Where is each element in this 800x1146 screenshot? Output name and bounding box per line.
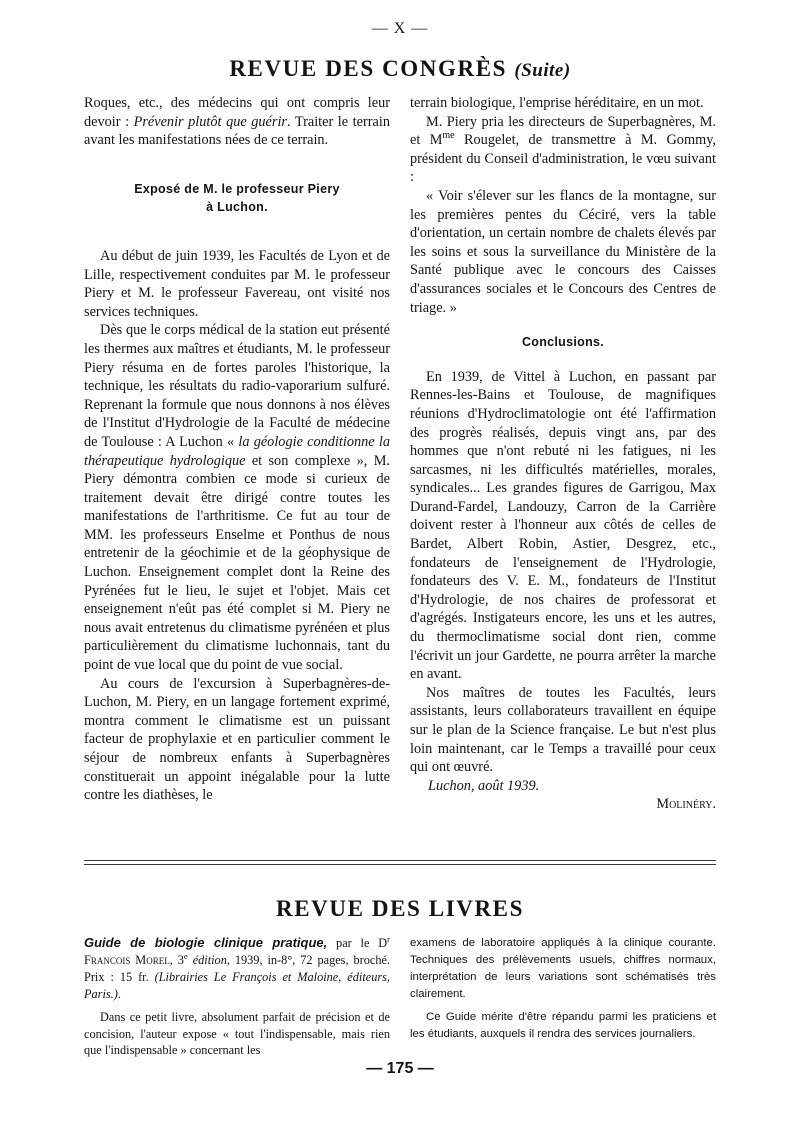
paragraph: En 1939, de Vittel à Luchon, en passant par Rennes-les-Bains et Toulouse, de magnifiques réunions d'Hydroclimatologie ont été l'affirmation des progrès réalisés, depuis vingt ans, par des hommes que n'ont rebuté ni les fatigues, ni les sarcasmes, ni les difficultés matérielles, morales, syndicales... Les grandes figures de Garrigou, Max Durand-Fardel, Landouzy, Carron de la Carrière doivent rester à l'honneur aux côtés de celles de Bardet, Albert Robin, Astier, Desgrez, etc., fondateurs de l'enseignement de l'Hydrologie, fondateurs des V. E. M., fondateurs de l'Institut d'Hydrologie, de nos chaires de professorat et d'agrégés. Instigateurs encore, les uns et les autres, du thermoclimatisme social dont rien, comme l'écrivit un jour Gardette, ne pourra arrêter la marche en avant. — [410, 368, 716, 683]
section-divider-top — [84, 860, 716, 861]
paragraph: Ce Guide mérite d'être répandu parmi les praticiens et les étudiants, auxquels il rendra des services journaliers. — [410, 1010, 716, 1040]
paragraph: « Voir s'élever sur les flancs de la montagne, sur les premières pentes du Céciré, vers la table d'orientation, un certain nombre de chalets élevés par les soins et sous la surveillance du Ministère de la Santé publique avec le concours des Caisses d'assurances sociales et le Concours des Centres de triage. » — [410, 187, 716, 316]
paragraph: Dans ce petit livre, absolument parfait de précision et de concision, l'auteur expose « tout l'indispensable, mais rien que l'indispensable » concernant les — [84, 1009, 390, 1058]
congres-suite-label: (Suite) — [514, 60, 571, 81]
subsection-heading: Conclusions. — [521, 335, 605, 350]
paragraph: examens de laboratoire appliqués à la clinique courante. Techniques des prélèvements usuels, chiffres normaux, interprétation de leurs variations sont schématisés très clairement. — [410, 937, 716, 1000]
paragraph: Guide de biologie clinique pratique, par le $D^r$ Francois Morel, 3e édition, 1939, in-8°, 72 pages, broché. Prix : 15 fr. (Librairies Le François et Maloine, éditeurs, Paris.). — [84, 933, 391, 1001]
congres-title-text: REVUE DES CONGRÈS — [229, 56, 508, 81]
livres-right-column — [410, 935, 716, 1042]
paragraph: terrain biologique, l'emprise héréditaire, en un mot. — [410, 95, 704, 111]
section-divider-bottom — [84, 864, 716, 865]
spacer — [84, 217, 390, 247]
paragraph: Au début de juin 1939, les Facultés de Lyon et de Lille, respectivement conduites par M. le professeur Piery et M. le professeur Favereau, ont visité nos services techniques. — [84, 247, 390, 320]
livres-left-column — [84, 935, 390, 1059]
author-signature: Molinéry. — [656, 796, 716, 813]
paragraph: Roques, etc., des médecins qui ont compris leur devoir : Prévenir plutôt que guérir. Traiter le terrain avant les manifestations nées de ce terrain. — [84, 95, 390, 149]
place-date-line: Luchon, août 1939. — [428, 777, 540, 794]
page-number-bottom: — 175 — — [366, 1060, 434, 1077]
spacer — [84, 150, 390, 180]
page-marker-top: — X — — [371, 20, 429, 37]
paragraph: Dès que le corps médical de la station eut présenté les thermes aux maîtres et étudiants, M. le professeur Piery résuma en de fortes paroles l'historique, la technique, les résultats du radio-vaporarium sulfuré. Reprenant la formule que nous donnons à nos élèves de l'Institut d'Hydrologie de la Faculté de médecine de Toulouse : A Luchon « la géologie conditionne la thérapeutique hydrologique et son complexe », M. Piery démontra combien ce mode si curieux de traitement devait être dirigé contre toutes les manifestations de l'arthritisme. Ce fut au tour de MM. les professeurs Enselme et Ponthus de nous entretenir de la géochimie et de la géophysique de Luchon. Enseignement complet dont la Reine des Pyrénées fut le lieu, le sujet et l'objet. Mais cet enseignement n'eût pas été complet si M. Piery ne nous avait entretenus du climatisme pyrénéen et plus particulièrement du climatisme luchonnais, tant du point de vue local que du point de vue social. — [84, 322, 390, 674]
congres-right-column — [410, 94, 716, 814]
congres-section-title — [0, 56, 800, 82]
paragraph: Au cours de l'excursion à Superbagnères-de-Luchon, M. Piery, en un langage fortement exprimé, montra comment le climatisme est un puissant facteur de prophylaxie et en particulier comment le séjour de nombreux enfants à Superbagnères constituerait un appoint inégalable pour la lutte contre les diathèses, le — [84, 675, 390, 804]
paragraph: Nos maîtres de toutes les Facultés, leurs assistants, leurs collaborateurs travaillent en équipe sur le plan de la Science française. Le but n'est plus loin maintenant, car le Temps a travaillé pour ceux qui ont œuvré. — [410, 684, 716, 776]
congres-left-column — [84, 94, 390, 805]
spacer — [410, 352, 716, 368]
spacer — [410, 317, 716, 333]
paragraph: M. Piery pria les directeurs de Superbagnères, M. et $M^{me}$ Rougelet, de transmettre à M. Gommy, président du Conseil d'administration, le vœu suivant : — [410, 113, 716, 186]
livres-section-title — [0, 896, 800, 922]
livres-title-text: REVUE DES LIVRES — [276, 896, 524, 921]
subsection-heading: Exposé de M. le professeur Piery à Luchon. — [134, 181, 340, 215]
